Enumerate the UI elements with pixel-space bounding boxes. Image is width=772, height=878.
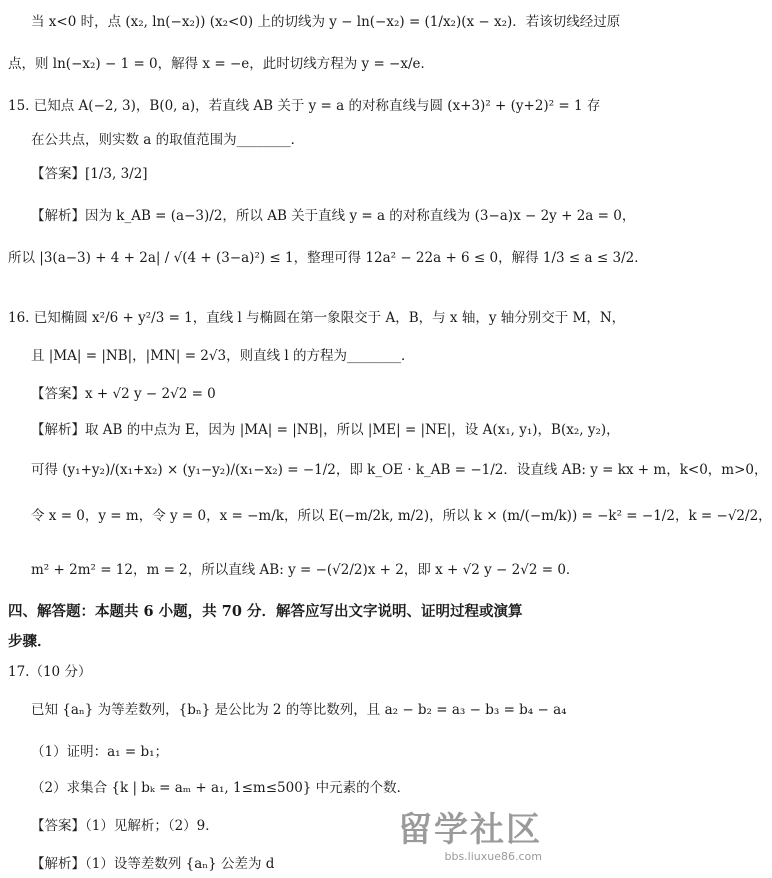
section-heading: 步骤． [8, 633, 52, 650]
problem-17-part-2: （2）求集合 {k | bₖ = aₘ + a₁, 1≤m≤500} 中元素的个数． [31, 780, 411, 796]
solution-15: 所以 |3(a−3) + 4 + 2a| / √(4 + (3−a)²) ≤ 1，整理可得 12a² − 22a + 6 ≤ 0，解得 1/3 ≤ a ≤ 3/2． [8, 250, 648, 266]
answer-15: 【答案】[1/3, 3/2] [31, 166, 148, 182]
problem-15-line: 15. 已知点 A(−2, 3)，B(0, a)，若直线 AB 关于 y = a 的对称直线与圆 (x+3)² + (y+2)² = 1 存 [8, 98, 601, 114]
watermark-logo [362, 810, 542, 872]
answer-16: 【答案】x + √2 y − 2√2 = 0 [31, 386, 216, 402]
solution-16: m² + 2m² = 12，m = 2，所以直线 AB: y = −(√2/2)x + 2，即 x + √2 y − 2√2 = 0． [31, 562, 580, 578]
text-line: 当 x<0 时，点 (x₂, ln(−x₂)) (x₂<0) 上的切线为 y − ln(−x₂) = (1/x₂)(x − x₂)．若该切线经过原 [31, 14, 621, 30]
problem-17-title: 17.（10 分） [8, 664, 92, 680]
watermark-title: 留学社区 [398, 810, 542, 850]
problem-15-line: 在公共点，则实数 a 的取值范围为________． [31, 132, 305, 148]
problem-17-part-1: （1）证明：a₁ = b₁； [31, 744, 168, 760]
text-line: 点，则 ln(−x₂) − 1 = 0，解得 x = −e，此时切线方程为 y = −x/e． [8, 56, 435, 72]
problem-17-line: 已知 {aₙ} 为等差数列，{bₙ} 是公比为 2 的等比数列，且 a₂ − b₂ = a₃ − b₃ = b₄ − a₄ [31, 702, 567, 718]
section-heading: 四、解答题：本题共 6 小题，共 70 分．解答应写出文字说明、证明过程或演算 [8, 603, 523, 620]
solution-16: 可得 (y₁+y₂)/(x₁+x₂) × (y₁−y₂)/(x₁−x₂) = −1/2，即 k_OE · k_AB = −1/2．设直线 AB: y = kx + m，k<0，m>0， [31, 462, 768, 478]
solution-16: 【解析】取 AB 的中点为 E，因为 |MA| = |NB|，所以 |ME| = |NE|，设 A(x₁, y₁)，B(x₂, y₂)， [31, 422, 620, 438]
solution-17: 【解析】（1）设等差数列 {aₙ} 公差为 d [31, 856, 275, 872]
problem-16-line: 16. 已知椭圆 x²/6 + y²/3 = 1，直线 l 与椭圆在第一象限交于 A，B，与 x 轴，y 轴分别交于 M，N， [8, 310, 626, 326]
solution-16: 令 x = 0，y = m，令 y = 0，x = −m/k，所以 E(−m/2k, m/2)，所以 k × (m/(−m/k)) = −k² = −1/2，k = −√2/2， [31, 508, 772, 524]
problem-16-line: 且 |MA| = |NB|，|MN| = 2√3，则直线 l 的方程为________． [31, 348, 415, 364]
solution-15: 【解析】因为 k_AB = (a−3)/2，所以 AB 关于直线 y = a 的对称直线为 (3−a)x − 2y + 2a = 0， [31, 208, 636, 224]
answer-17: 【答案】（1）见解析；（2）9． [31, 818, 219, 834]
watermark-url: bbs.liuxue86.com [444, 850, 542, 863]
